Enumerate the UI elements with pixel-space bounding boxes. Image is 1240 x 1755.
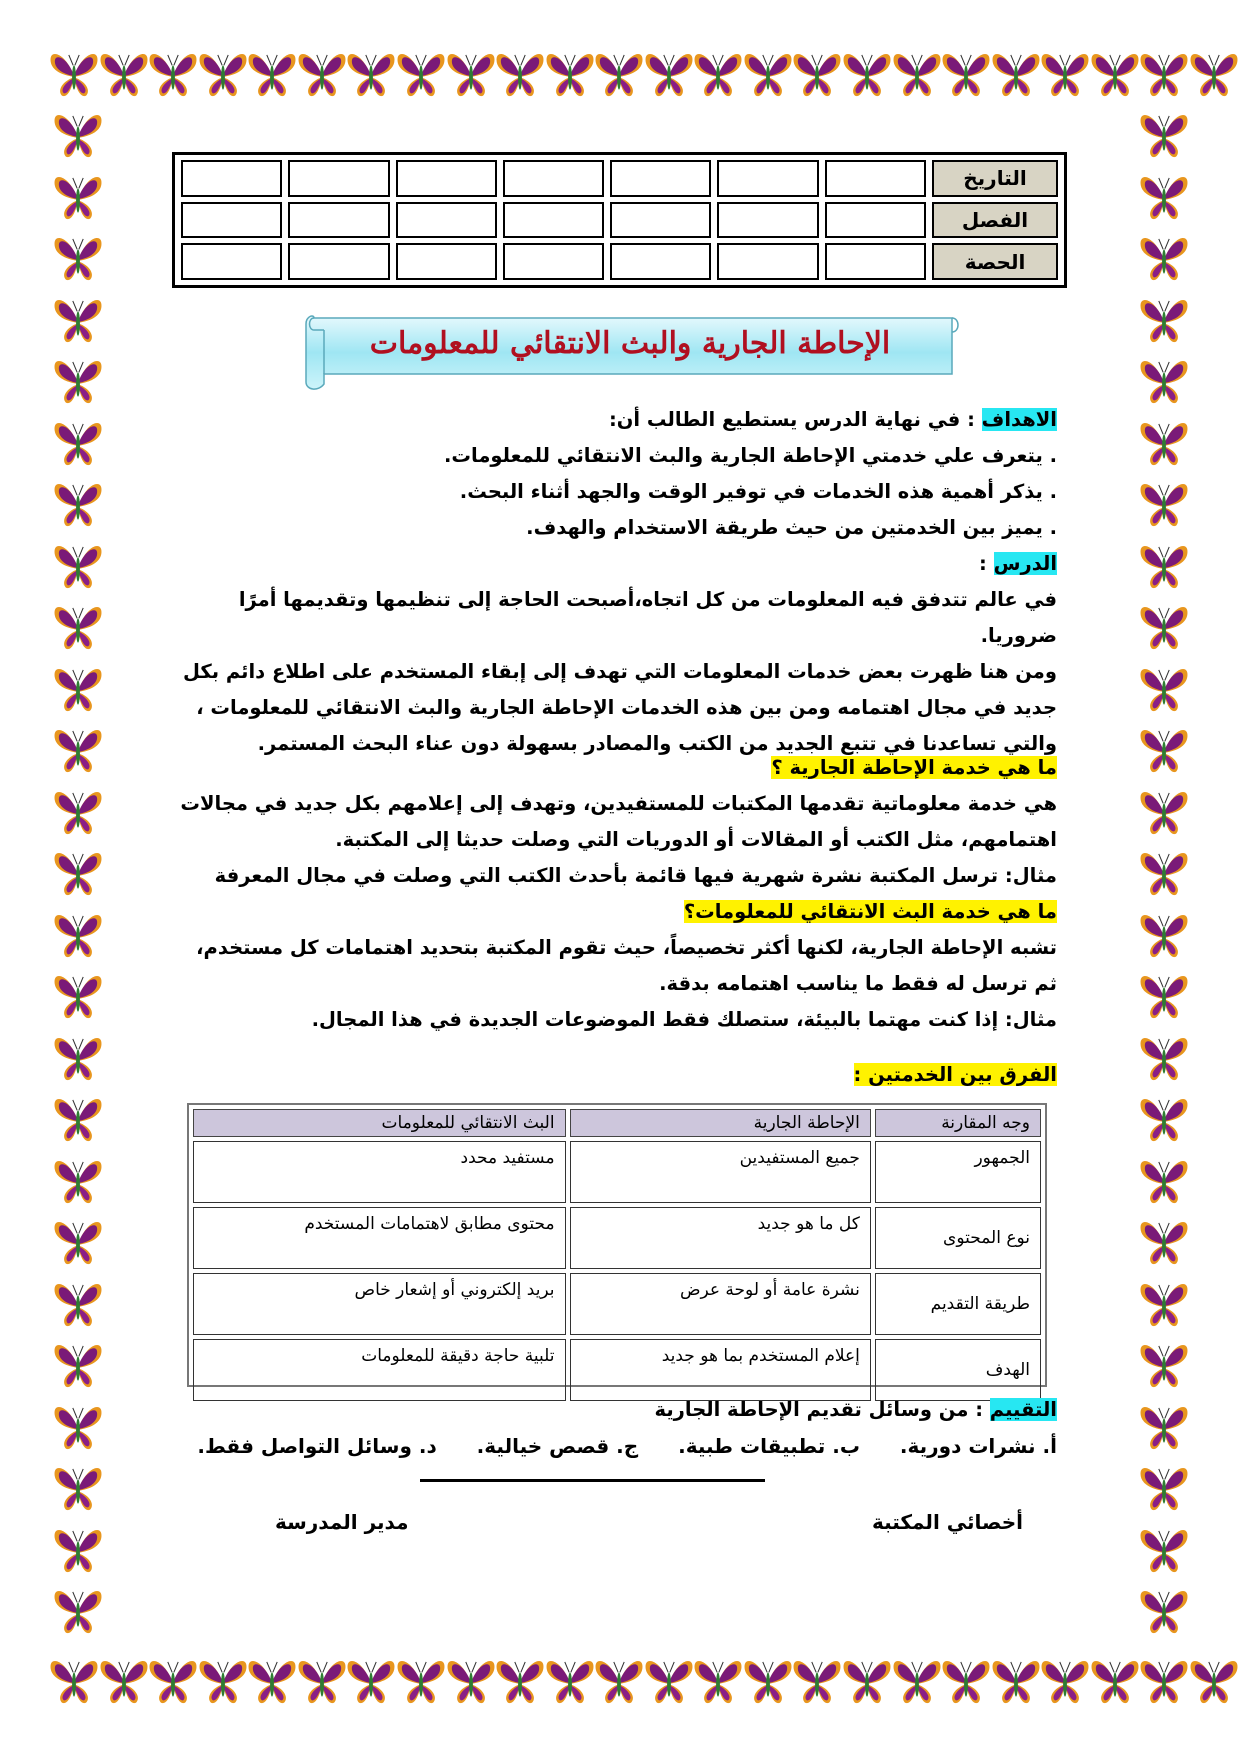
butterfly-icon [1138,1216,1190,1268]
class-cell[interactable] [288,202,389,239]
class-cell[interactable] [717,202,818,239]
butterfly-icon [1138,109,1190,161]
butterfly-icon [1089,1655,1141,1707]
butterfly-icon [841,48,893,100]
current-awareness-section [177,750,1057,894]
butterfly-icon [52,663,104,715]
table-cell: كل ما هو جديد [570,1207,871,1269]
butterfly-icon [544,48,596,100]
objectives-label: الاهداف [981,408,1057,431]
divider-line [420,1479,765,1482]
butterfly-icon [52,109,104,161]
sdi-question: ما هي خدمة البث الانتقائي للمعلومات؟ [683,900,1057,923]
butterfly-icon [1039,48,1091,100]
butterfly-icon [52,478,104,530]
lesson-line: في عالم تتدفق فيه المعلومات من كل اتجاه،أصبحت الحاجة إلى تنظيمها وتقديمها أمرًا ضروريا. [238,588,1057,647]
table-cell: تلبية حاجة دقيقة للمعلومات [193,1339,566,1401]
period-cell[interactable] [610,243,711,280]
objective-item: . يذكر أهمية هذه الخدمات في توفير الوقت والجهد أثناء البحث. [459,480,1057,503]
butterfly-icon [52,1339,104,1391]
butterfly-icon [48,48,100,100]
butterfly-icon [197,48,249,100]
butterfly-icon [1138,294,1190,346]
butterfly-icon [494,48,546,100]
lesson-line: ومن هنا ظهرت بعض خدمات المعلومات التي تهدف إلى إبقاء المستخدم على اطلاع دائم بكل [183,660,1057,683]
butterfly-icon [1138,1278,1190,1330]
period-cell[interactable] [825,243,926,280]
butterfly-icon [1138,601,1190,653]
butterfly-icon [1138,970,1190,1022]
butterfly-icon [940,1655,992,1707]
table-cell: مستفيد محدد [193,1141,566,1203]
butterfly-icon [1138,478,1190,530]
butterfly-icon [48,1655,100,1707]
date-cell[interactable] [610,160,711,197]
table-cell: نشرة عامة أو لوحة عرض [570,1273,871,1335]
title-banner [300,310,960,394]
sdi-line: مثال: إذا كنت مهتما بالبيئة، ستصلك فقط الموضوعات الجديدة في هذا المجال. [311,1008,1057,1031]
butterfly-icon [52,1155,104,1207]
butterfly-icon [52,909,104,961]
current-awareness-question: ما هي خدمة الإحاطة الجارية ؟ [771,756,1057,779]
current-awareness-line: مثال: ترسل المكتبة نشرة شهرية فيها قائمة بأحدث الكتب التي وصلت في مجال المعرفة [214,864,1057,887]
table-cell: الجمهور [875,1141,1041,1203]
butterfly-icon [52,1524,104,1576]
date-cell[interactable] [181,160,282,197]
date-cell[interactable] [825,160,926,197]
sdi-line: ثم ترسل له فقط ما يناسب اهتمامه بدقة. [659,972,1057,995]
evaluation-options [177,1428,1057,1464]
sdi-section [177,894,1057,1038]
butterfly-icon [544,1655,596,1707]
butterfly-icon [52,294,104,346]
objectives-intro: : في نهاية الدرس يستطيع الطالب أن: [608,408,982,431]
butterfly-icon [1138,232,1190,284]
class-cell[interactable] [825,202,926,239]
table-row [193,1207,1041,1269]
butterfly-icon [1138,1032,1190,1084]
option-d[interactable]: د. وسائل التواصل فقط. [197,1434,437,1458]
class-label: الفصل [932,202,1058,239]
date-cell[interactable] [717,160,818,197]
evaluation-label: التقييم [989,1398,1057,1421]
table-cell: نوع المحتوى [875,1207,1041,1269]
lesson-line: والتي تساعدنا في تتبع الجديد من الكتب والمصادر بسهولة دون عناء البحث المستمر. [257,732,1057,755]
butterfly-icon [891,1655,943,1707]
class-cell[interactable] [181,202,282,239]
librarian-signature: أخصائي المكتبة [871,1510,1023,1534]
butterfly-icon [692,1655,744,1707]
butterfly-icon [52,171,104,223]
butterfly-icon [1138,1462,1190,1514]
class-cell[interactable] [503,202,604,239]
table-cell: الهدف [875,1339,1041,1401]
butterfly-icon [52,601,104,653]
butterfly-icon [593,1655,645,1707]
lesson-title: الإحاطة الجارية والبث الانتقائي للمعلومات [369,325,891,361]
column-header: البث الانتقائي للمعلومات [193,1109,566,1137]
butterfly-icon [841,1655,893,1707]
butterfly-icon [1138,48,1190,100]
butterfly-icon [593,48,645,100]
butterfly-icon [990,48,1042,100]
current-awareness-line: هي خدمة معلوماتية تقدمها المكتبات للمستفيدين، وتهدف إلى إعلامهم بكل جديد في مجالات [180,792,1057,815]
lesson-label: الدرس [993,552,1057,575]
evaluation-section [177,1392,1057,1464]
butterfly-icon [52,355,104,407]
butterfly-icon [1138,663,1190,715]
butterfly-icon [52,847,104,899]
butterfly-icon [52,1462,104,1514]
butterfly-icon [98,48,150,100]
butterfly-icon [1138,1401,1190,1453]
table-cell: جميع المستفيدين [570,1141,871,1203]
butterfly-icon [52,1278,104,1330]
current-awareness-line: اهتمامهم، مثل الكتب أو المقالات أو الدوريات التي وصلت حديثا إلى المكتبة. [335,828,1057,851]
date-cell[interactable] [503,160,604,197]
butterfly-icon [52,1216,104,1268]
butterfly-icon [791,1655,843,1707]
butterfly-icon [1089,48,1141,100]
evaluation-question: : من وسائل تقديم الإحاطة الجارية [654,1398,990,1421]
butterfly-icon [52,1093,104,1145]
butterfly-icon [1138,1339,1190,1391]
objective-item: . يميز بين الخدمتين من حيث طريقة الاستخدام والهدف. [526,516,1057,539]
option-b[interactable]: ب. تطبيقات طبية. [678,1434,860,1458]
table-row [193,1141,1041,1203]
butterfly-icon [246,1655,298,1707]
butterfly-icon [1138,355,1190,407]
butterfly-icon [1138,724,1190,776]
comparison-table [187,1103,1047,1387]
table-row [193,1273,1041,1335]
butterfly-icon [494,1655,546,1707]
butterfly-icon [742,48,794,100]
class-cell[interactable] [396,202,497,239]
difference-heading: الفرق بين الخدمتين : [853,1063,1057,1086]
butterfly-icon [891,48,943,100]
date-cell[interactable] [288,160,389,197]
butterfly-icon [1138,1093,1190,1145]
butterfly-icon [1138,1655,1190,1707]
butterfly-icon [1188,48,1240,100]
table-cell: محتوى مطابق لاهتمامات المستخدم [193,1207,566,1269]
butterfly-icon [296,48,348,100]
butterfly-icon [52,970,104,1022]
lesson-section [177,546,1057,762]
butterfly-icon [246,48,298,100]
option-c[interactable]: ج. قصص خيالية. [476,1434,639,1458]
column-header: الإحاطة الجارية [570,1109,871,1137]
period-cell[interactable] [396,243,497,280]
butterfly-icon [52,417,104,469]
lesson-info-grid [172,152,1067,288]
butterfly-icon [147,1655,199,1707]
butterfly-icon [1138,1585,1190,1637]
butterfly-icon [643,1655,695,1707]
butterfly-icon [643,48,695,100]
butterfly-icon [147,48,199,100]
objective-item: . يتعرف علي خدمتي الإحاطة الجارية والبث الانتقائي للمعلومات. [444,444,1057,467]
class-cell[interactable] [610,202,711,239]
butterfly-icon [197,1655,249,1707]
option-a[interactable]: أ. نشرات دورية. [899,1434,1057,1458]
butterfly-icon [1039,1655,1091,1707]
butterfly-icon [395,48,447,100]
butterfly-icon [52,232,104,284]
butterfly-icon [52,724,104,776]
butterfly-icon [1138,1524,1190,1576]
lesson-label-suffix: : [979,552,994,575]
butterfly-icon [395,1655,447,1707]
sdi-line: تشبه الإحاطة الجارية، لكنها أكثر تخصيصاً، حيث تقوم المكتبة بتحديد اهتمامات كل مستخدم، [196,936,1057,959]
butterfly-icon [791,48,843,100]
butterfly-icon [52,1401,104,1453]
period-cell[interactable] [288,243,389,280]
butterfly-icon [445,1655,497,1707]
butterfly-icon [345,1655,397,1707]
lesson-heading [177,546,1057,582]
butterfly-icon [990,1655,1042,1707]
butterfly-icon [1138,540,1190,592]
butterfly-icon [742,1655,794,1707]
butterfly-icon [692,48,744,100]
butterfly-icon [1138,909,1190,961]
period-label: الحصة [932,243,1058,280]
butterfly-icon [1138,1155,1190,1207]
principal-signature: مدير المدرسة [275,1510,409,1534]
table-cell: طريقة التقديم [875,1273,1041,1335]
butterfly-icon [1138,171,1190,223]
butterfly-icon [445,48,497,100]
butterfly-icon [1138,786,1190,838]
butterfly-icon [940,48,992,100]
date-cell[interactable] [396,160,497,197]
butterfly-icon [345,48,397,100]
butterfly-icon [1138,417,1190,469]
date-label: التاريخ [932,160,1058,197]
butterfly-icon [52,540,104,592]
column-header: وجه المقارنة [875,1109,1041,1137]
butterfly-icon [1188,1655,1240,1707]
table-cell: إعلام المستخدم بما هو جديد [570,1339,871,1401]
objectives-heading [177,402,1057,438]
period-cell[interactable] [503,243,604,280]
period-cell[interactable] [181,243,282,280]
butterfly-icon [1138,847,1190,899]
butterfly-icon [296,1655,348,1707]
objectives-section [177,402,1057,546]
butterfly-icon [98,1655,150,1707]
table-cell: بريد إلكتروني أو إشعار خاص [193,1273,566,1335]
lesson-line: جديد في مجال اهتمامه ومن بين هذه الخدمات الإحاطة الجارية والبث الانتقائي للمعلومات ، [196,696,1057,719]
butterfly-icon [52,1585,104,1637]
difference-heading-row [177,1057,1057,1093]
butterfly-icon [52,1032,104,1084]
butterfly-icon [52,786,104,838]
period-cell[interactable] [717,243,818,280]
